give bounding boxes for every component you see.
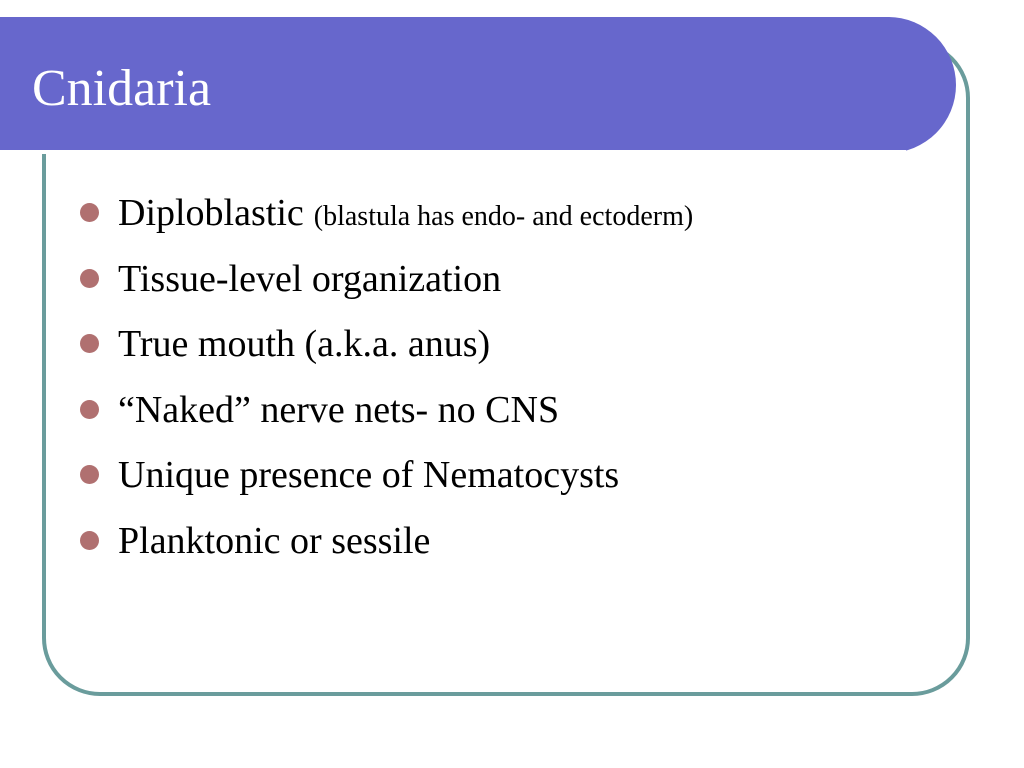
bullet-dot-icon [80, 400, 99, 419]
bullet-item [80, 387, 693, 453]
bullet-item [80, 321, 693, 387]
bullet-dot-icon [80, 334, 99, 353]
bullet-text: Diploblastic [118, 192, 304, 234]
bullet-dot-icon [80, 531, 99, 550]
bullet-item [80, 190, 693, 256]
bullet-item [80, 518, 693, 584]
bullet-note: (blastula has endo- and ectoderm) [313, 201, 694, 232]
bullet-text: Tissue-level organization [118, 257, 502, 300]
bullet-text: “Naked” nerve nets- no CNS [118, 388, 560, 431]
title-underline [0, 150, 906, 154]
bullet-text: Planktonic or sessile [118, 519, 431, 562]
bullet-dot-icon [80, 465, 99, 484]
bullet-dot-icon [80, 269, 99, 288]
title-bar [0, 17, 956, 153]
bullet-list [80, 190, 693, 583]
bullet-text: True mouth (a.k.a. anus) [118, 323, 491, 365]
bullet-dot-icon [80, 203, 99, 222]
bullet-item [80, 452, 693, 518]
slide-title: Cnidaria [32, 60, 212, 117]
bullet-item [80, 256, 693, 322]
bullet-text: Unique presence of Nematocysts [118, 454, 620, 496]
